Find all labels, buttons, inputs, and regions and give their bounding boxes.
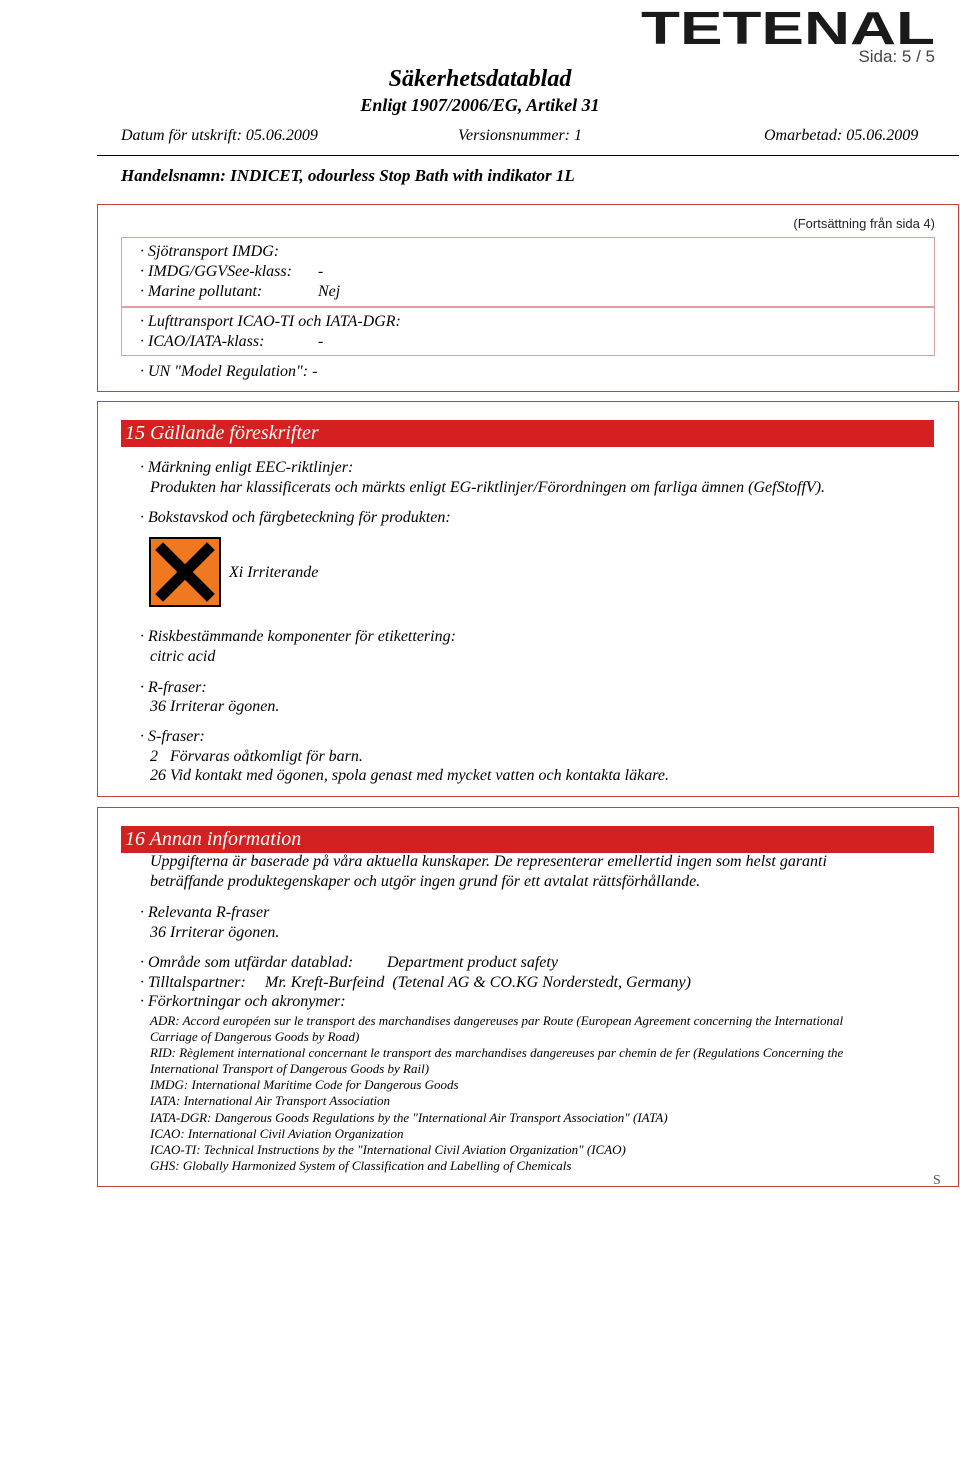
section-16-heading: 16 Annan information [121, 826, 934, 853]
sea-heading: · Sjötransport IMDG: [140, 243, 279, 261]
cross-hazard-icon [149, 537, 221, 607]
tetenal-logo [640, 6, 936, 50]
relevant-r-value: 36 Irriterar ögonen. [150, 924, 280, 941]
end-mark: S [933, 1173, 941, 1188]
trade-name: Handelsnamn: INDICET, odourless Stop Bath with indikator 1L [121, 166, 575, 185]
s-phrase-2: 26 Vid kontakt med ögonen, spola genast med mycket vatten och kontakta läkare. [150, 767, 669, 784]
contact-value: Mr. Kreft-Burfeind (Tetenal AG & CO.KG Norderstedt, Germany) [265, 974, 691, 991]
abbr-line: ADR: Accord européen sur le transport des marchandises dangereuses par Route (European Agreement concerning the International [150, 1013, 844, 1028]
marine-pollutant-label: · Marine pollutant: [140, 283, 262, 301]
abbr-line: GHS: Globally Harmonized System of Classification and Labelling of Chemicals [150, 1158, 572, 1173]
abbreviations-label: · Förkortningar och akronymer: [140, 993, 346, 1011]
contact-label: · Tilltalspartner: [140, 974, 246, 992]
abbr-line: ICAO-TI: Technical Instructions by the "International Civil Aviation Organization" (ICAO) [150, 1142, 626, 1157]
code-label: · Bokstavskod och färgbeteckning för produkten: [140, 509, 451, 527]
icao-class-label: · ICAO/IATA-klass: [140, 333, 264, 351]
header-divider [97, 155, 959, 156]
abbr-line: IMDG: International Maritime Code for Dangerous Goods [150, 1077, 459, 1092]
icao-class-value: - [318, 333, 324, 350]
abbr-line: RID: Règlement international concernant le transport des marchandises dangereuses par chemin de fer (Regulations Concerning the [150, 1045, 844, 1060]
r-phrases-value: 36 Irriterar ögonen. [150, 698, 280, 715]
r-phrases-label: · R-fraser: [140, 679, 207, 697]
abbr-line: International Transport of Dangerous Goods by Rail) [150, 1061, 430, 1076]
imdg-class-label: · IMDG/GGVSee-klass: [140, 263, 292, 281]
marking-label: · Märkning enligt EEC-riktlinjer: [140, 459, 353, 477]
abbr-line: IATA-DGR: Dangerous Goods Regulations by the "International Air Transport Association" (IATA) [150, 1110, 668, 1125]
intro-line-2: beträffande produktegenskaper och utgör ingen grund för ett avtalat rättsförhållande. [150, 873, 701, 890]
page-number: Sida: 5 / 5 [858, 47, 935, 66]
section-15-heading: 15 Gällande föreskrifter [121, 420, 934, 447]
s-phrases-label: · S-fraser: [140, 728, 205, 746]
components-label: · Riskbestämmande komponenter för etikettering: [140, 628, 456, 646]
document-title: Säkerhetsdatablad [388, 66, 572, 92]
continued-note: (Fortsättning från sida 4) [793, 216, 935, 231]
version-number: Versionsnummer: 1 [458, 127, 582, 144]
imdg-class-value: - [318, 263, 324, 280]
document-subtitle: Enligt 1907/2006/EG, Artikel 31 [360, 95, 600, 115]
abbr-line: Carriage of Dangerous Goods by Road) [150, 1029, 360, 1044]
intro-line-1: Uppgifterna är baserade på våra aktuella kunskaper. De representerar emellertid ingen som helst garanti [150, 853, 827, 870]
relevant-r-label: · Relevanta R-fraser [140, 904, 269, 922]
logo-text: TETENAL [641, 6, 935, 50]
hazard-text: Xi Irriterande [229, 564, 319, 581]
issuer-label: · Område som utfärdar datablad: [140, 954, 353, 972]
air-heading: · Lufttransport ICAO-TI och IATA-DGR: [140, 313, 401, 331]
issuer-value: Department product safety [387, 954, 558, 971]
s-phrase-1: 2 Förvaras oåtkomligt för barn. [150, 748, 363, 765]
revised-date: Omarbetad: 05.06.2009 [764, 127, 919, 144]
marine-pollutant-value: Nej [318, 283, 341, 300]
print-date: Datum för utskrift: 05.06.2009 [121, 127, 318, 144]
abbr-line: IATA: International Air Transport Association [150, 1093, 391, 1108]
un-model-regulation: · UN "Model Regulation": - [140, 363, 317, 381]
marking-text: Produkten har klassificerats och märkts enligt EG-riktlinjer/Förordningen om farliga ämnen (GefStoffV). [150, 479, 826, 496]
abbr-line: ICAO: International Civil Aviation Organization [150, 1126, 404, 1141]
components-value: citric acid [150, 648, 216, 665]
